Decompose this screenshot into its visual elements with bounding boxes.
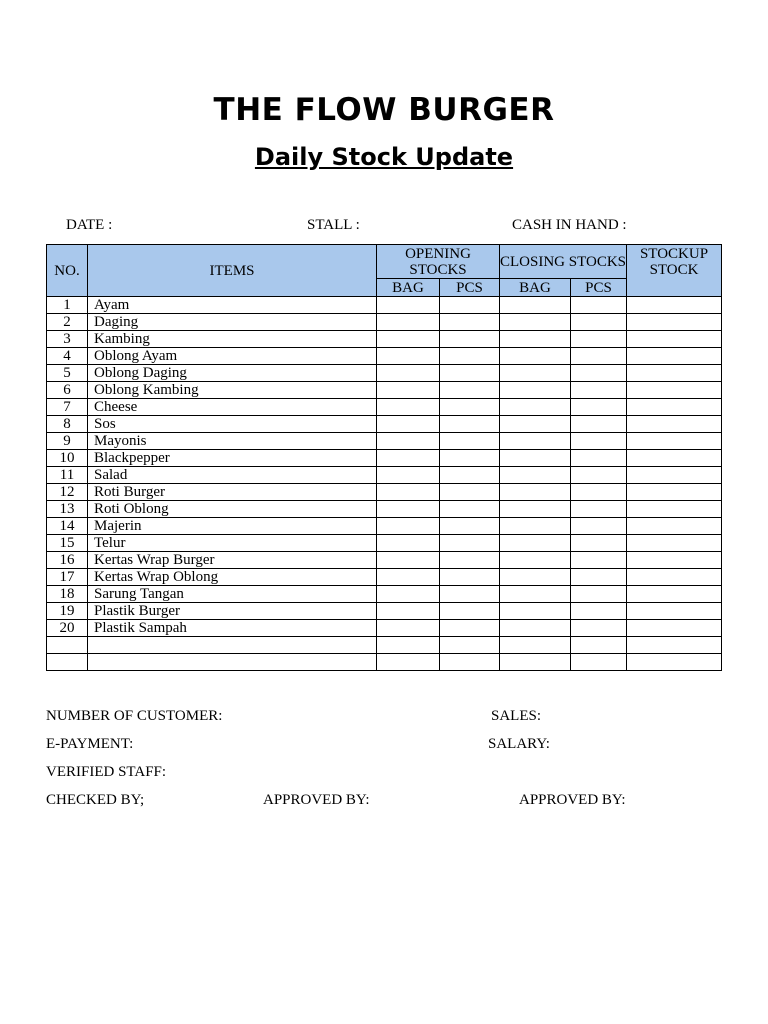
stockup-cell[interactable] [627, 433, 722, 450]
table-row [47, 467, 722, 484]
closing-bag-cell[interactable] [500, 297, 571, 314]
opening-bag-cell[interactable] [377, 654, 440, 671]
stockup-cell[interactable] [627, 297, 722, 314]
closing-bag-cell[interactable] [500, 484, 571, 501]
closing-bag-cell[interactable] [500, 552, 571, 569]
row-item [88, 637, 377, 654]
stockup-cell[interactable] [627, 484, 722, 501]
opening-bag-cell[interactable] [377, 603, 440, 620]
table-row [47, 637, 722, 654]
closing-pcs-cell[interactable] [571, 569, 627, 586]
closing-pcs-cell[interactable] [571, 399, 627, 416]
closing-pcs-cell[interactable] [571, 365, 627, 382]
row-item: Plastik Sampah [88, 620, 377, 637]
closing-pcs-cell[interactable] [571, 314, 627, 331]
header-closing-bag: BAG [500, 279, 571, 297]
closing-pcs-cell[interactable] [571, 467, 627, 484]
closing-pcs-cell[interactable] [571, 501, 627, 518]
closing-pcs-cell[interactable] [571, 603, 627, 620]
row-item: Daging [88, 314, 377, 331]
header-stockup-stock: STOCKUP STOCK [627, 245, 722, 297]
table-row [47, 348, 722, 365]
opening-bag-cell[interactable] [377, 382, 440, 399]
closing-pcs-cell[interactable] [571, 382, 627, 399]
closing-bag-cell[interactable] [500, 314, 571, 331]
closing-bag-cell[interactable] [500, 586, 571, 603]
row-number: 4 [47, 348, 88, 365]
row-item: Cheese [88, 399, 377, 416]
table-row [47, 620, 722, 637]
row-number: 17 [47, 569, 88, 586]
row-number: 8 [47, 416, 88, 433]
closing-bag-cell[interactable] [500, 348, 571, 365]
closing-bag-cell[interactable] [500, 399, 571, 416]
stockup-cell[interactable] [627, 535, 722, 552]
table-row [47, 552, 722, 569]
stockup-cell[interactable] [627, 603, 722, 620]
row-item: Kambing [88, 331, 377, 348]
closing-bag-cell[interactable] [500, 654, 571, 671]
opening-bag-cell[interactable] [377, 314, 440, 331]
header-closing-pcs: PCS [571, 279, 627, 297]
opening-pcs-cell[interactable] [440, 552, 500, 569]
closing-bag-cell[interactable] [500, 620, 571, 637]
row-number: 18 [47, 586, 88, 603]
closing-pcs-cell[interactable] [571, 654, 627, 671]
opening-pcs-cell[interactable] [440, 450, 500, 467]
stock-table [46, 244, 722, 671]
closing-bag-cell[interactable] [500, 501, 571, 518]
row-item: Salad [88, 467, 377, 484]
opening-pcs-cell[interactable] [440, 586, 500, 603]
salary-label: SALARY: [488, 736, 550, 752]
closing-bag-cell[interactable] [500, 416, 571, 433]
closing-pcs-cell[interactable] [571, 552, 627, 569]
checked-by-label: CHECKED BY; [46, 792, 145, 808]
opening-bag-cell[interactable] [377, 586, 440, 603]
table-row [47, 586, 722, 603]
page-title: THE FLOW BURGER [213, 92, 555, 128]
row-number: 7 [47, 399, 88, 416]
opening-bag-cell[interactable] [377, 399, 440, 416]
row-item: Oblong Kambing [88, 382, 377, 399]
row-number [47, 637, 88, 654]
opening-pcs-cell[interactable] [440, 433, 500, 450]
opening-pcs-cell[interactable] [440, 416, 500, 433]
opening-bag-cell[interactable] [377, 569, 440, 586]
opening-bag-cell[interactable] [377, 331, 440, 348]
opening-pcs-cell[interactable] [440, 501, 500, 518]
row-item: Majerin [88, 518, 377, 535]
opening-pcs-cell[interactable] [440, 637, 500, 654]
opening-pcs-cell[interactable] [440, 331, 500, 348]
stockup-cell[interactable] [627, 518, 722, 535]
closing-pcs-cell[interactable] [571, 433, 627, 450]
row-number [47, 654, 88, 671]
opening-pcs-cell[interactable] [440, 620, 500, 637]
header-opening-pcs: PCS [440, 279, 500, 297]
row-item: Sos [88, 416, 377, 433]
number-of-customer-label: NUMBER OF CUSTOMER: [46, 708, 223, 724]
row-number: 10 [47, 450, 88, 467]
page-subtitle: Daily Stock Update [254, 143, 514, 171]
closing-bag-cell[interactable] [500, 433, 571, 450]
opening-bag-cell[interactable] [377, 637, 440, 654]
opening-bag-cell[interactable] [377, 297, 440, 314]
closing-bag-cell[interactable] [500, 331, 571, 348]
closing-pcs-cell[interactable] [571, 450, 627, 467]
table-row [47, 654, 722, 671]
row-number: 6 [47, 382, 88, 399]
row-number: 9 [47, 433, 88, 450]
row-item: Roti Oblong [88, 501, 377, 518]
opening-pcs-cell[interactable] [440, 297, 500, 314]
closing-bag-cell[interactable] [500, 569, 571, 586]
row-number: 20 [47, 620, 88, 637]
opening-pcs-cell[interactable] [440, 399, 500, 416]
table-row [47, 382, 722, 399]
opening-bag-cell[interactable] [377, 552, 440, 569]
row-number: 12 [47, 484, 88, 501]
closing-bag-cell[interactable] [500, 467, 571, 484]
opening-bag-cell[interactable] [377, 450, 440, 467]
stockup-cell[interactable] [627, 450, 722, 467]
opening-bag-cell[interactable] [377, 620, 440, 637]
closing-pcs-cell[interactable] [571, 416, 627, 433]
table-row [47, 314, 722, 331]
opening-bag-cell[interactable] [377, 484, 440, 501]
opening-pcs-cell[interactable] [440, 518, 500, 535]
stall-label: STALL : [307, 217, 360, 233]
table-row [47, 365, 722, 382]
opening-bag-cell[interactable] [377, 535, 440, 552]
opening-pcs-cell[interactable] [440, 467, 500, 484]
header-opening-bag: BAG [377, 279, 440, 297]
stockup-cell[interactable] [627, 637, 722, 654]
closing-bag-cell[interactable] [500, 603, 571, 620]
row-number: 3 [47, 331, 88, 348]
closing-bag-cell[interactable] [500, 365, 571, 382]
table-row [47, 535, 722, 552]
opening-pcs-cell[interactable] [440, 654, 500, 671]
opening-pcs-cell[interactable] [440, 535, 500, 552]
row-item: Mayonis [88, 433, 377, 450]
opening-bag-cell[interactable] [377, 416, 440, 433]
sales-label: SALES: [491, 708, 542, 724]
stockup-cell[interactable] [627, 314, 722, 331]
stockup-cell[interactable] [627, 382, 722, 399]
closing-pcs-cell[interactable] [571, 586, 627, 603]
stock-table-body [47, 297, 722, 671]
row-number: 13 [47, 501, 88, 518]
row-number: 1 [47, 297, 88, 314]
row-number: 15 [47, 535, 88, 552]
verified-staff-label: VERIFIED STAFF: [46, 764, 167, 780]
table-row [47, 399, 722, 416]
closing-pcs-cell[interactable] [571, 620, 627, 637]
table-row [47, 433, 722, 450]
stockup-cell[interactable] [627, 552, 722, 569]
row-item: Plastik Burger [88, 603, 377, 620]
stockup-cell[interactable] [627, 654, 722, 671]
row-number: 19 [47, 603, 88, 620]
opening-bag-cell[interactable] [377, 348, 440, 365]
closing-bag-cell[interactable] [500, 535, 571, 552]
opening-pcs-cell[interactable] [440, 365, 500, 382]
closing-pcs-cell[interactable] [571, 297, 627, 314]
opening-pcs-cell[interactable] [440, 314, 500, 331]
row-number: 11 [47, 467, 88, 484]
row-item: Kertas Wrap Oblong [88, 569, 377, 586]
table-row [47, 569, 722, 586]
closing-pcs-cell[interactable] [571, 331, 627, 348]
row-item: Telur [88, 535, 377, 552]
stockup-cell[interactable] [627, 620, 722, 637]
table-row [47, 450, 722, 467]
closing-pcs-cell[interactable] [571, 348, 627, 365]
header-opening-stocks: OPENING STOCKS [377, 245, 500, 279]
e-payment-label: E-PAYMENT: [46, 736, 134, 752]
row-number: 14 [47, 518, 88, 535]
closing-bag-cell[interactable] [500, 637, 571, 654]
row-item: Blackpepper [88, 450, 377, 467]
stockup-cell[interactable] [627, 365, 722, 382]
stockup-cell[interactable] [627, 416, 722, 433]
row-item: Ayam [88, 297, 377, 314]
opening-pcs-cell[interactable] [440, 348, 500, 365]
closing-bag-cell[interactable] [500, 382, 571, 399]
table-row [47, 297, 722, 314]
closing-pcs-cell[interactable] [571, 484, 627, 501]
table-row [47, 518, 722, 535]
table-row [47, 416, 722, 433]
opening-bag-cell[interactable] [377, 467, 440, 484]
row-item: Roti Burger [88, 484, 377, 501]
stockup-cell[interactable] [627, 348, 722, 365]
table-row [47, 484, 722, 501]
opening-pcs-cell[interactable] [440, 484, 500, 501]
row-item: Oblong Ayam [88, 348, 377, 365]
row-number: 16 [47, 552, 88, 569]
table-row [47, 331, 722, 348]
table-row [47, 603, 722, 620]
cash-in-hand-label: CASH IN HAND : [512, 217, 627, 233]
stockup-cell[interactable] [627, 399, 722, 416]
row-number: 2 [47, 314, 88, 331]
closing-pcs-cell[interactable] [571, 535, 627, 552]
stockup-cell[interactable] [627, 467, 722, 484]
closing-bag-cell[interactable] [500, 450, 571, 467]
stockup-cell[interactable] [627, 586, 722, 603]
stockup-cell[interactable] [627, 501, 722, 518]
header-closing-stocks: CLOSING STOCKS [500, 245, 627, 279]
row-number: 5 [47, 365, 88, 382]
header-no: NO. [47, 245, 88, 297]
stockup-cell[interactable] [627, 569, 722, 586]
stockup-cell[interactable] [627, 331, 722, 348]
header-items: ITEMS [88, 245, 377, 297]
table-row [47, 501, 722, 518]
approved-by-label-1: APPROVED BY: [263, 792, 370, 808]
closing-pcs-cell[interactable] [571, 518, 627, 535]
approved-by-label-2: APPROVED BY: [519, 792, 626, 808]
opening-pcs-cell[interactable] [440, 603, 500, 620]
row-item: Sarung Tangan [88, 586, 377, 603]
row-item: Oblong Daging [88, 365, 377, 382]
row-item [88, 654, 377, 671]
opening-bag-cell[interactable] [377, 365, 440, 382]
opening-pcs-cell[interactable] [440, 569, 500, 586]
opening-bag-cell[interactable] [377, 433, 440, 450]
opening-bag-cell[interactable] [377, 501, 440, 518]
closing-pcs-cell[interactable] [571, 637, 627, 654]
closing-bag-cell[interactable] [500, 518, 571, 535]
date-label: DATE : [66, 217, 113, 233]
row-item: Kertas Wrap Burger [88, 552, 377, 569]
opening-pcs-cell[interactable] [440, 382, 500, 399]
opening-bag-cell[interactable] [377, 518, 440, 535]
